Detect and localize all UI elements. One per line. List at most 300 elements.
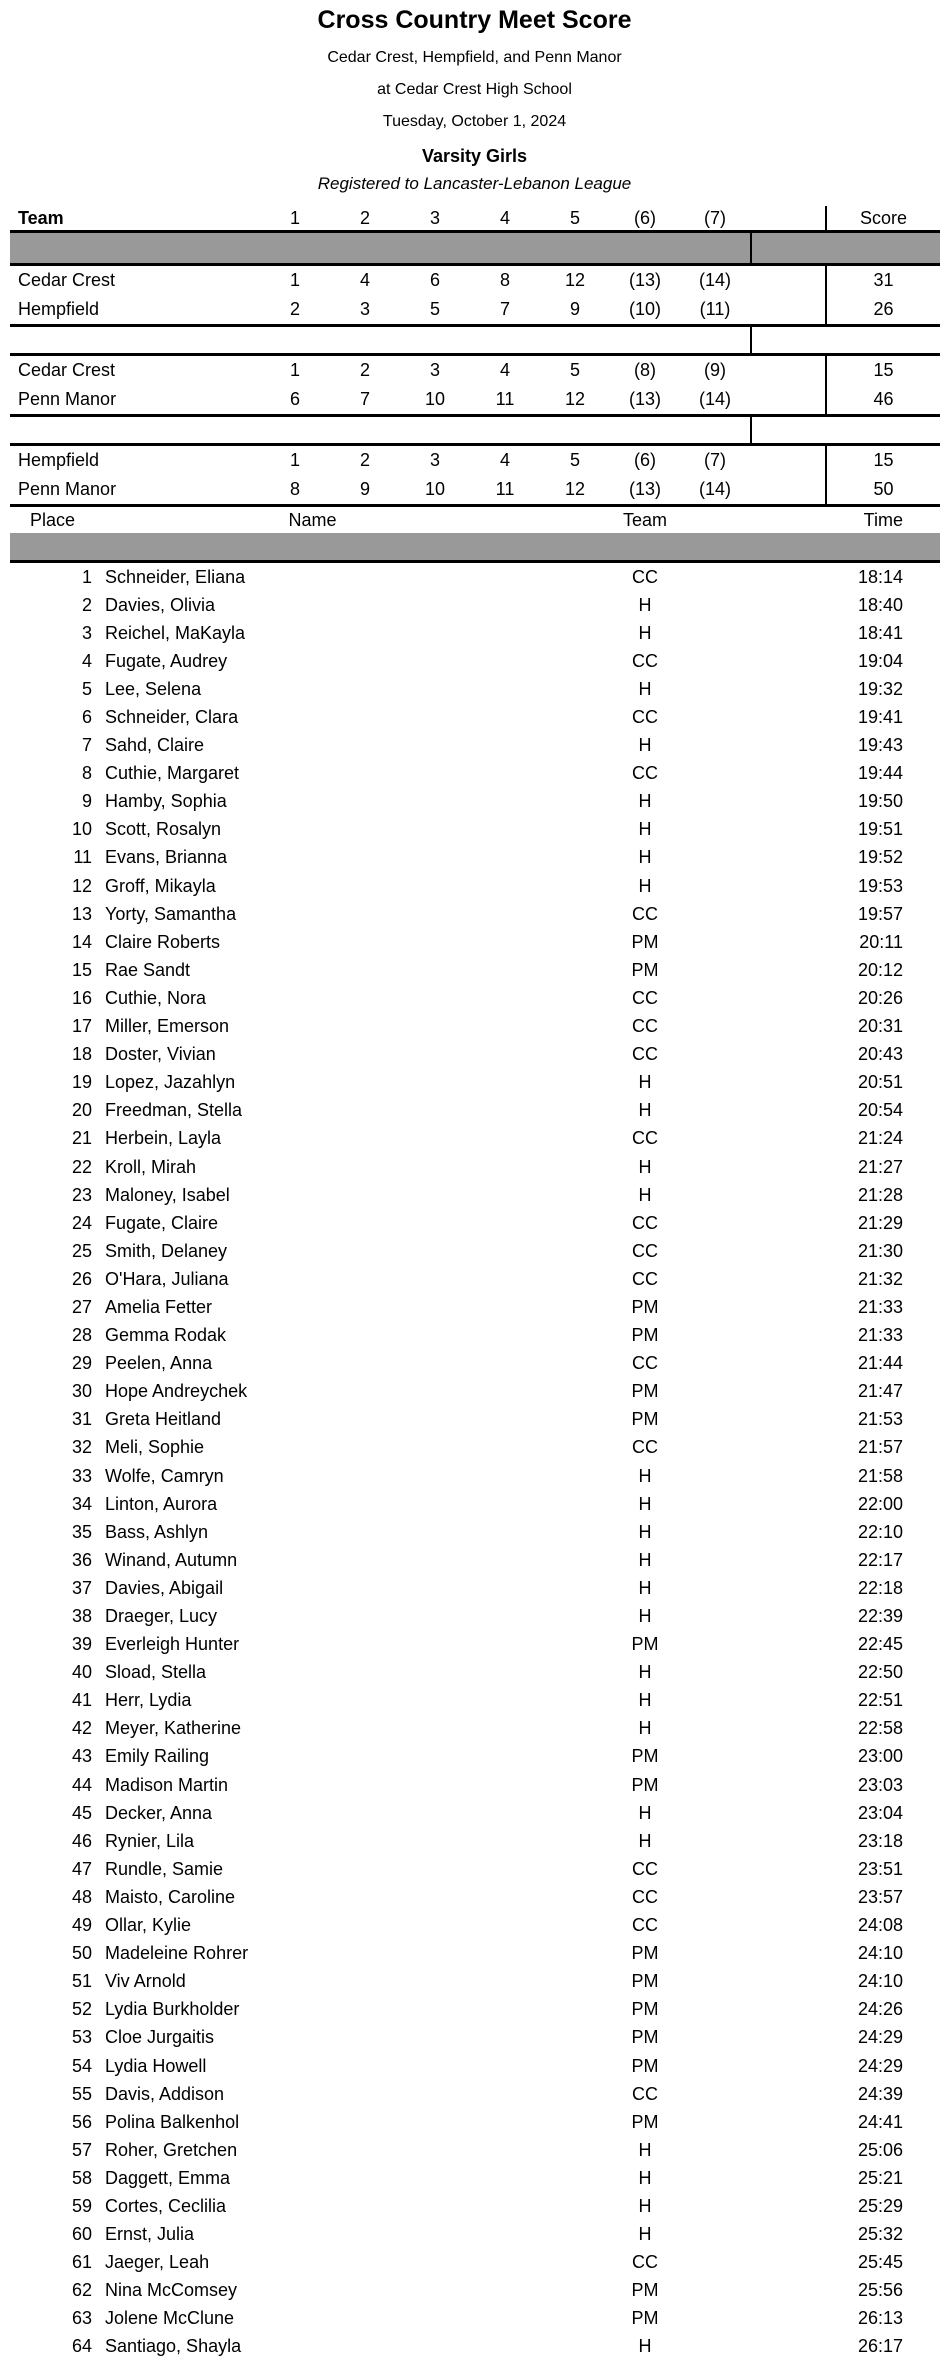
runner-time: 24:29 [857,2027,903,2048]
result-place: 25 [71,1240,92,1261]
result-row [10,1406,940,1434]
scoring-place: 5 [569,450,580,470]
runner-team: CC [632,1016,658,1037]
runner-time: 22:58 [857,1718,903,1739]
scoring-place: (10) [628,299,661,319]
runner-team: CC [632,987,658,1008]
runner-name: Davis, Addison [105,2083,225,2104]
scoring-place: 3 [429,360,440,380]
runner-name: Peelen, Anna [105,1353,213,1374]
runner-time: 21:24 [857,1128,903,1149]
runner-name: Meyer, Katherine [105,1718,242,1739]
runner-time: 20:54 [857,1100,903,1121]
runner-time: 18:14 [857,566,903,587]
runner-team: PM [631,1325,659,1346]
runner-team: PM [631,959,659,980]
runner-time: 21:30 [857,1240,903,1261]
results-col-header-place: Place [29,509,76,530]
scoring-place: (11) [699,299,731,319]
team-name: Hempfield [18,299,100,319]
runner-time: 19:52 [857,847,903,868]
runner-time: 25:06 [857,2139,903,2160]
result-row [10,619,940,647]
runner-team: H [638,2336,652,2357]
scoring-place: 1 [289,360,300,380]
result-row [10,1912,940,1940]
runner-team: CC [632,2252,658,2273]
result-place: 31 [71,1409,92,1430]
runner-time: 21:44 [857,1353,903,1374]
runner-time: 20:26 [857,987,903,1008]
runner-time: 21:33 [857,1325,903,1346]
runner-name: Herr, Lydia [105,1690,192,1711]
result-place: 30 [71,1381,92,1402]
runner-team: H [638,2195,652,2216]
result-row [10,1602,940,1630]
runner-name: Ollar, Kylie [105,1915,192,1936]
result-place: 20 [71,1100,92,1121]
runner-name: Hamby, Sophia [105,791,227,812]
runner-name: Cuthie, Margaret [105,763,240,784]
runner-time: 25:29 [857,2195,903,2216]
result-row [10,675,940,703]
runner-name: Linton, Aurora [105,1493,218,1514]
runner-name: Draeger, Lucy [105,1606,218,1627]
result-row [10,1799,940,1827]
runner-time: 26:17 [857,2336,903,2357]
result-place: 55 [71,2083,92,2104]
result-row [10,1041,940,1069]
runner-name: Reichel, MaKayla [105,622,246,643]
scoring-place: 3 [429,450,440,470]
runner-team: PM [631,2280,659,2301]
matchup-3-team-row [10,446,940,475]
matchup-1-team-row [10,295,940,324]
result-row [10,1153,940,1181]
score-col-header-score: Score [825,206,940,230]
scoring-place: 8 [499,270,510,290]
runner-name: Cloe Jurgaitis [105,2027,215,2048]
runner-time: 22:10 [857,1521,903,1542]
runner-time: 22:39 [857,1606,903,1627]
result-row [10,1574,940,1602]
scoring-place: 11 [495,389,515,409]
result-row [10,1069,940,1097]
runner-team: CC [632,903,658,924]
runner-team: H [638,1830,652,1851]
runner-name: Sload, Stella [105,1662,207,1683]
result-row [10,788,940,816]
result-place: 17 [71,1016,92,1037]
scoring-place: 6 [429,270,440,290]
result-row [10,1490,940,1518]
result-place: 53 [71,2027,92,2048]
score-col-header-6: (6) [634,207,656,228]
result-row [10,1097,940,1125]
separator-cell [750,417,825,443]
result-place: 22 [71,1156,92,1177]
runner-team: H [638,1606,652,1627]
matchup-3-team-row [10,475,940,504]
result-place: 13 [71,903,92,924]
result-place: 59 [71,2195,92,2216]
team-score: 15 [825,446,940,475]
runner-time: 23:04 [857,1802,903,1823]
scoring-place: 8 [289,479,300,499]
result-place: 11 [73,847,92,868]
result-place: 10 [71,819,92,840]
result-place: 60 [71,2224,92,2245]
runner-name: Lydia Burkholder [105,1999,240,2020]
result-place: 56 [71,2111,92,2132]
result-row [10,1462,940,1490]
runner-name: Doster, Vivian [105,1044,216,1065]
result-place: 27 [71,1296,92,1317]
matchup-1-team-row [10,266,940,295]
result-place: 49 [71,1915,92,1936]
runner-time: 24:08 [857,1915,903,1936]
runner-name: Fugate, Claire [105,1212,219,1233]
result-place: 40 [71,1662,92,1683]
runner-time: 20:12 [857,959,903,980]
result-place: 41 [71,1690,92,1711]
runner-name: Rae Sandt [105,959,191,980]
result-place: 48 [71,1886,92,1907]
runner-time: 23:03 [857,1774,903,1795]
runner-name: Schneider, Clara [105,707,239,728]
runner-name: Lydia Howell [105,2055,207,2076]
runner-name: Daggett, Emma [105,2167,231,2188]
scoring-place: (14) [698,389,731,409]
runner-time: 19:43 [857,735,903,756]
runner-time: 24:26 [857,1999,903,2020]
runner-time: 20:43 [857,1044,903,1065]
runner-time: 20:11 [859,931,903,952]
runner-team: H [638,1718,652,1739]
runner-name: Greta Heitland [105,1409,222,1430]
scoring-place: 12 [564,389,586,409]
result-row [10,1237,940,1265]
runner-time: 20:31 [857,1016,903,1037]
runner-name: Viv Arnold [105,1971,186,1992]
runner-team: CC [632,1886,658,1907]
scoring-place: (14) [698,479,731,499]
runner-name: Jolene McClune [105,2308,235,2329]
runner-team: H [638,1802,652,1823]
scoring-place: 2 [289,299,300,319]
result-row [10,1293,940,1321]
runner-team: PM [631,1634,659,1655]
runner-name: Maisto, Caroline [105,1886,236,1907]
team-name: Penn Manor [18,479,117,499]
runner-team: CC [632,1915,658,1936]
scoring-place: (6) [634,450,656,470]
result-row [10,1378,940,1406]
runner-time: 21:28 [857,1184,903,1205]
result-place: 57 [71,2139,92,2160]
runner-time: 23:00 [857,1746,903,1767]
result-row [10,1181,940,1209]
scoring-place: (8) [634,360,656,380]
runner-name: Davies, Olivia [105,594,216,615]
result-row [10,1659,940,1687]
runner-team: H [638,1549,652,1570]
runner-team: H [638,1521,652,1542]
scoring-place: (9) [704,360,726,380]
runner-team: H [638,678,652,699]
result-place: 1 [81,566,92,587]
scoring-place: 10 [424,479,446,499]
result-row [10,732,940,760]
scoring-place: 12 [564,270,586,290]
runner-name: Polina Balkenhol [105,2111,240,2132]
runner-team: H [638,1493,652,1514]
result-place: 61 [71,2252,92,2273]
runner-name: Decker, Anna [105,1802,213,1823]
result-place: 39 [71,1634,92,1655]
result-row [10,1322,940,1350]
result-place: 62 [71,2280,92,2301]
runner-time: 19:41 [857,707,903,728]
runner-time: 19:04 [857,650,903,671]
matchup-2-team-row [10,385,940,414]
scoring-place: (13) [628,479,661,499]
result-place: 32 [71,1437,92,1458]
scoring-place: 7 [359,389,370,409]
result-row [10,984,940,1012]
runner-team: H [638,1156,652,1177]
scoring-place: (13) [628,389,661,409]
runner-name: Madeleine Rohrer [105,1943,249,1964]
runner-time: 19:32 [857,678,903,699]
score-col-header-2: 2 [359,207,370,228]
result-place: 7 [81,735,92,756]
runner-time: 22:17 [857,1549,903,1570]
runner-name: Lee, Selena [105,678,202,699]
team-score-table [10,206,940,504]
runner-time: 21:27 [857,1156,903,1177]
result-place: 50 [71,1943,92,1964]
runner-team: CC [632,1044,658,1065]
runner-team: CC [632,1858,658,1879]
runner-time: 21:47 [857,1381,903,1402]
results-col-header-team: Team [622,509,667,530]
result-place: 8 [81,763,92,784]
scoring-place: 4 [359,270,370,290]
matchup-2-team-row [10,356,940,385]
runner-team: PM [631,2027,659,2048]
runner-team: PM [631,1296,659,1317]
result-place: 45 [71,1802,92,1823]
runner-team: H [638,1577,652,1598]
scoring-place: 5 [569,360,580,380]
document-header [0,0,949,194]
result-place: 54 [71,2055,92,2076]
result-row [10,956,940,984]
runner-team: CC [632,1212,658,1233]
registration-note: Registered to Lancaster-Lebanon League [317,174,632,193]
runner-time: 21:57 [857,1437,903,1458]
runner-time: 24:10 [857,1943,903,1964]
page-title: Cross Country Meet Score [317,6,632,34]
result-place: 38 [71,1606,92,1627]
runner-name: Ernst, Julia [105,2224,195,2245]
result-row [10,1125,940,1153]
result-row [10,703,940,731]
runner-name: Lopez, Jazahlyn [105,1072,236,1093]
result-row [10,1209,940,1237]
scoring-place: 1 [289,270,300,290]
result-row [10,844,940,872]
runner-team: CC [632,650,658,671]
result-row [10,1687,940,1715]
result-row [10,2305,940,2333]
runner-team: H [638,875,652,896]
results-header-row [10,504,940,533]
result-row [10,647,940,675]
result-place: 37 [71,1577,92,1598]
runner-team: CC [632,1353,658,1374]
runner-name: Amelia Fetter [105,1296,213,1317]
result-place: 35 [71,1521,92,1542]
runner-team: H [638,1184,652,1205]
gray-band-cell [750,233,825,263]
runner-team: H [638,1662,652,1683]
runner-team: CC [632,1437,658,1458]
team-score: 15 [825,356,940,385]
runner-team: CC [632,566,658,587]
result-place: 47 [71,1858,92,1879]
result-place: 19 [71,1072,92,1093]
separator-cell [750,327,825,353]
result-row [10,2192,940,2220]
runner-time: 21:33 [857,1296,903,1317]
scoring-place: (13) [628,270,661,290]
team-score: 26 [825,295,940,324]
matchup-separator-row [10,324,940,356]
runner-name: Cortes, Ceclilia [105,2195,227,2216]
team-score: 31 [825,266,940,295]
result-place: 33 [71,1465,92,1486]
results-col-header-time: Time [863,509,903,530]
scoring-place: 2 [359,360,370,380]
runner-team: PM [631,1971,659,1992]
runner-team: PM [631,1999,659,2020]
result-row [10,1827,940,1855]
score-col-header-1: 1 [289,207,300,228]
runner-name: Miller, Emerson [105,1016,230,1037]
runner-team: PM [631,931,659,952]
runner-name: Wolfe, Camryn [105,1465,224,1486]
result-row [10,1350,940,1378]
result-row [10,591,940,619]
runner-team: PM [631,2111,659,2132]
result-row [10,2333,940,2361]
runner-time: 24:39 [857,2083,903,2104]
result-place: 5 [81,678,92,699]
runner-time: 18:41 [857,622,903,643]
runner-team: PM [631,2055,659,2076]
runner-time: 24:29 [857,2055,903,2076]
runner-team: CC [632,1268,658,1289]
result-place: 24 [71,1212,92,1233]
result-place: 52 [71,1999,92,2020]
matchup-separator-row [10,414,940,446]
scoring-place: 4 [499,450,510,470]
runner-team: PM [631,1943,659,1964]
meet-location-subtitle: at Cedar Crest High School [377,81,572,98]
runner-name: Yorty, Samantha [105,903,237,924]
team-score: 46 [825,385,940,414]
result-place: 51 [71,1971,92,1992]
runner-time: 25:32 [857,2224,903,2245]
result-row [10,2136,940,2164]
result-row [10,2024,940,2052]
results-gray-band [10,533,940,563]
runner-team: H [638,2139,652,2160]
result-row [10,2052,940,2080]
scoring-place: 9 [569,299,580,319]
result-place: 26 [71,1268,92,1289]
result-row [10,1546,940,1574]
result-row [10,872,940,900]
results-table [10,504,940,2361]
runner-name: Kroll, Mirah [105,1156,197,1177]
result-place: 23 [71,1184,92,1205]
runner-name: Madison Martin [105,1774,229,1795]
result-row [10,1434,940,1462]
runner-name: Cuthie, Nora [105,987,207,1008]
result-place: 18 [71,1044,92,1065]
runner-team: CC [632,1240,658,1261]
scoring-place: 1 [289,450,300,470]
runner-team: H [638,594,652,615]
result-place: 36 [71,1549,92,1570]
runner-name: Evans, Brianna [105,847,228,868]
runner-name: Smith, Delaney [105,1240,228,1261]
runner-team: PM [631,1746,659,1767]
result-row [10,1518,940,1546]
result-place: 44 [71,1774,92,1795]
runner-name: Freedman, Stella [105,1100,243,1121]
scoring-place: 7 [499,299,510,319]
runner-name: Rundle, Samie [105,1858,224,1879]
runner-team: H [638,622,652,643]
team-name: Cedar Crest [18,270,116,290]
runner-time: 19:50 [857,791,903,812]
result-place: 42 [71,1718,92,1739]
result-row [10,1855,940,1883]
runner-name: Emily Railing [105,1746,210,1767]
runner-name: Santiago, Shayla [105,2336,242,2357]
result-place: 4 [81,650,92,671]
result-place: 64 [71,2336,92,2357]
result-row [10,1996,940,2024]
runner-team: H [638,1690,652,1711]
runner-name: Hope Andreychek [105,1381,248,1402]
score-col-header-4: 4 [499,207,510,228]
runner-name: O'Hara, Juliana [105,1268,229,1289]
runner-time: 23:18 [857,1830,903,1851]
result-place: 63 [71,2308,92,2329]
runner-team: H [638,1072,652,1093]
result-row [10,1771,940,1799]
result-row [10,900,940,928]
result-row [10,1715,940,1743]
runner-name: Winand, Autumn [105,1549,238,1570]
result-row [10,760,940,788]
runner-name: Jaeger, Leah [105,2252,210,2273]
